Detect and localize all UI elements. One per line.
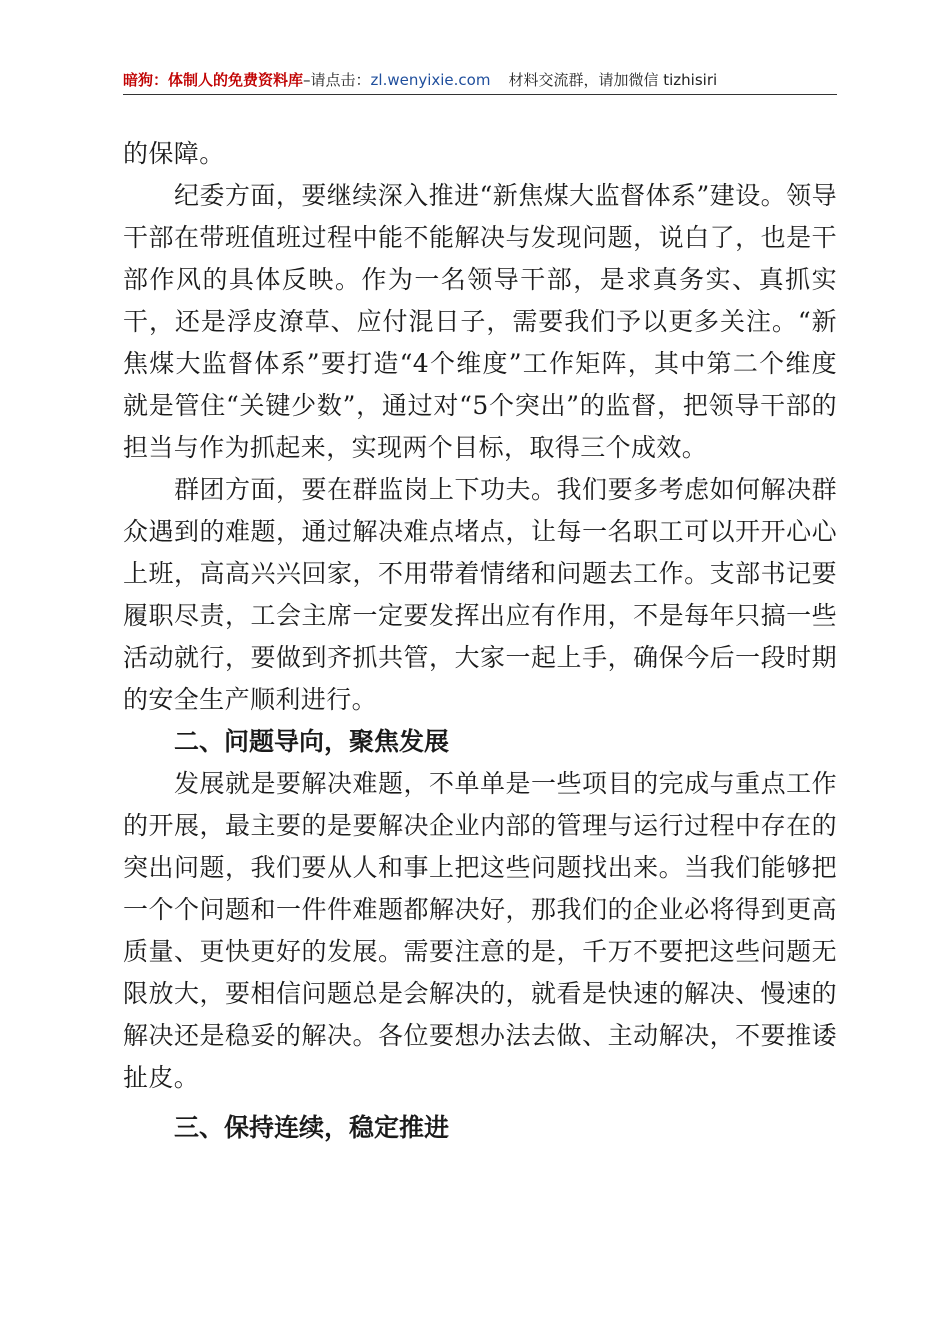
- paragraph-continuation: 的保障。: [123, 139, 225, 168]
- header-click-prompt: –请点击：: [303, 71, 371, 89]
- header-wechat-note: 材料交流群，请加微信 tizhisiri: [508, 71, 718, 89]
- paragraph-discipline: 纪委方面，要继续深入推进“新焦煤大监督体系”建设。领导干部在带班值班过程中能不能解决与发现问题，说白了，也是干部作风的具体反映。作为一名领导干部，是求真务实、真抓实干，还是浮皮潦草、应付混日子，需要我们予以更多关注。“新焦煤大监督体系”要打造“4个维度”工作矩阵，其中第二个维度就是管住“关键少数”，通过对“5个突出”的监督，把领导干部的担当与作为抓起来，实现两个目标，取得三个成效。: [123, 181, 837, 462]
- paragraph-development: 发展就是要解决难题，不单单是一些项目的完成与重点工作的开展，最主要的是要解决企业内部的管理与运行过程中存在的突出问题，我们要从人和事上把这些问题找出来。当我们能够把一个个问题和一件件难题都解决好，那我们的企业必将得到更高质量、更快更好的发展。需要注意的是，千万不要把这些问题无限放大，要相信问题总是会解决的，就看是快速的解决、慢速的解决还是稳妥的解决。各位要想办法去做、主动解决，不要推诿扯皮。: [123, 769, 837, 1092]
- header-site-name: 暗狗：体制人的免费资料库: [123, 71, 304, 89]
- paragraph-group: 群团方面，要在群监岗上下功夫。我们要多考虑如何解决群众遇到的难题，通过解决难点堵点，让每一名职工可以开开心心上班，高高兴兴回家，不用带着情绪和问题去工作。支部书记要履职尽责，工会主席一定要发挥出应有作用，不是每年只搞一些活动就行，要做到齐抓共管，大家一起上手，确保今后一段时期的安全生产顺利进行。: [123, 475, 837, 714]
- document-body: [123, 133, 837, 1149]
- header-url-link[interactable]: zl.wenyixie.com: [370, 71, 491, 89]
- page-header: [123, 66, 837, 95]
- section-heading-2: 二、问题导向，聚焦发展: [174, 727, 450, 756]
- section-heading-3: 三、保持连续，稳定推进: [174, 1113, 450, 1142]
